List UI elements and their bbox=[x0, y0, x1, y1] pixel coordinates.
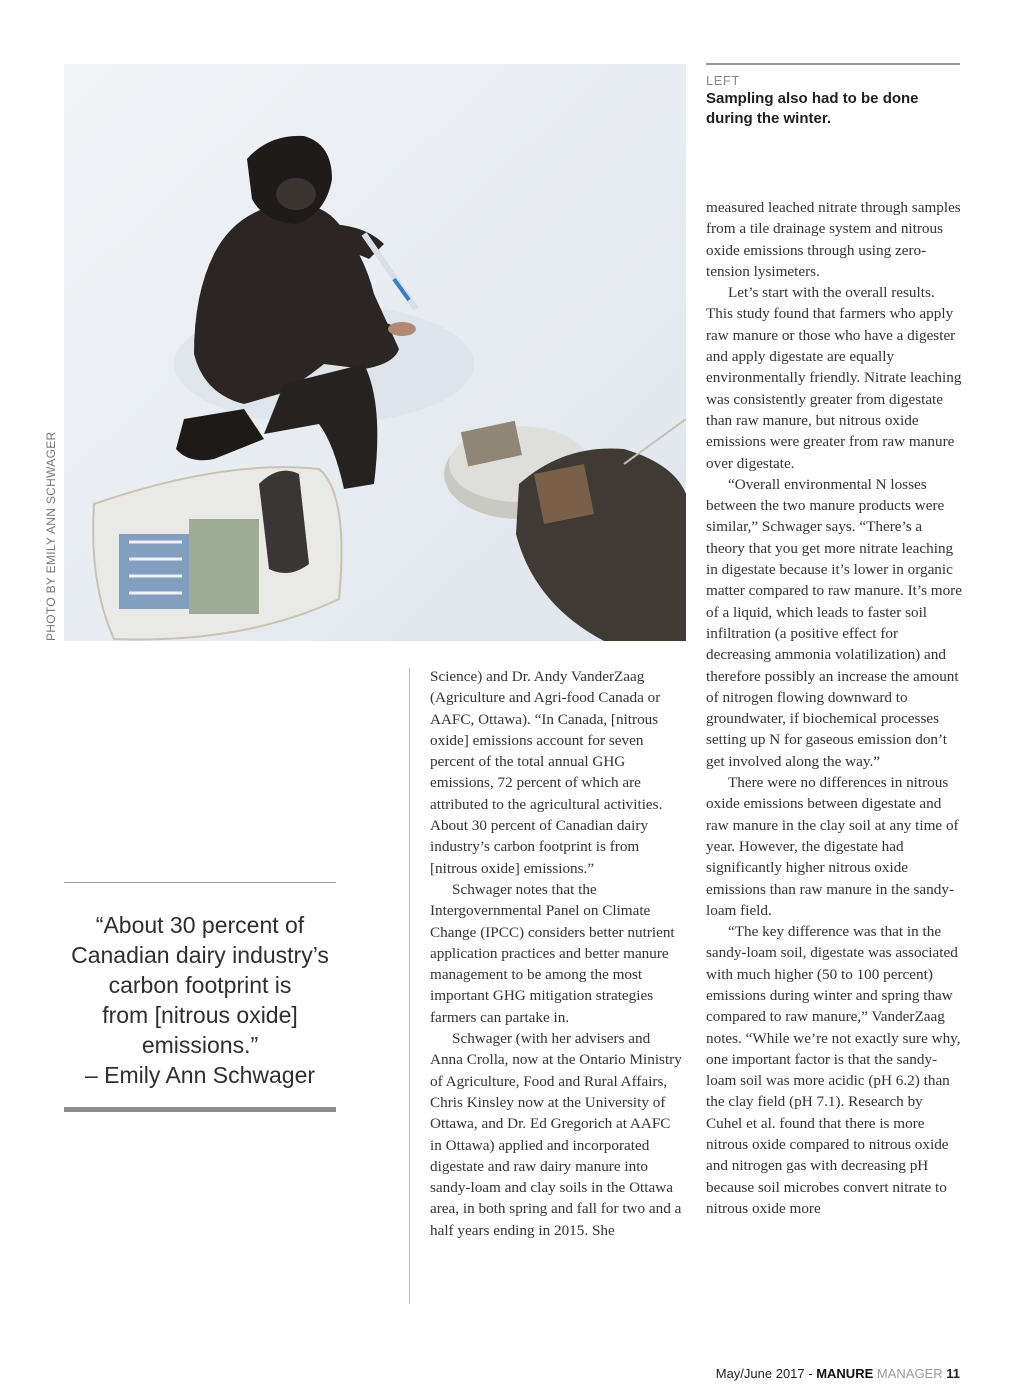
article-paragraph: Schwager (with her advisers and Anna Crolla, now at the Ontario Ministry of Agriculture, Food and Rural Affairs, Chris Kinsley now at the University of Ottawa, and Dr. Ed Gregorich at AAFC in Ottawa) applied and incorporated digestate and raw dairy manure into sandy-loam and clay soils in the Ottawa area, in both spring and fall for two and a half years ending in 2015. She bbox=[430, 1030, 682, 1239]
article-paragraph: Let’s start with the overall results. This study found that farmers who apply raw manure or those who have a digester and apply digestate are equally environmentally friendly. Nitrate leaching was consistently greater from digestate than raw manure, but nitrous oxide emissions were greater from raw manure over digestate. bbox=[706, 284, 962, 472]
article-paragraph: “The key difference was that in the sandy-loam soil, digestate was associated with much higher (50 to 100 percent) emissions during winter and spring thaw compared to raw manure,” VanderZaag notes. “While we’re not exactly sure why, one important factor is that the sandy-loam soil was more acidic (pH 6.2) than the clay field (pH 7.1). Research by Cuhel et al. found that there is more nitrous oxide compared to nitrous oxide and nitrogen gas with decreasing pH because soil microbes convert nitrate to nitrous oxide more bbox=[706, 923, 961, 1217]
winter-sampling-photo bbox=[64, 64, 686, 641]
article-paragraph: measured leached nitrate through samples from a tile drainage system and nitrous oxide emissions through using zero-tension lysimeters. bbox=[706, 199, 961, 280]
page-footer bbox=[716, 1366, 960, 1381]
article-column-right bbox=[706, 197, 962, 1219]
article-paragraph: Science) and Dr. Andy VanderZaag (Agriculture and Agri-food Canada or AAFC, Ottawa). “In Canada, [nitrous oxide] emissions account for seven percent of the total annual GHG emissions, 72 percent of which are attributed to the agricultural activities. About 30 percent of Canadian dairy industry’s carbon footprint is from [nitrous oxide] emissions.” bbox=[430, 668, 663, 877]
column-divider bbox=[409, 668, 410, 1304]
pull-quote-bottom-rule bbox=[64, 1107, 336, 1112]
pull-quote-line: from [nitrous oxide] bbox=[102, 1002, 298, 1028]
article-column-middle bbox=[430, 666, 686, 1241]
pull-quote-line: carbon footprint is bbox=[108, 972, 292, 998]
pull-quote-top-rule bbox=[64, 882, 336, 883]
pull-quote-line: Canadian dairy industry’s bbox=[71, 942, 329, 968]
footer-brand-light: MANAGER bbox=[876, 1366, 943, 1381]
pull-quote-line: “About 30 percent of bbox=[95, 912, 305, 938]
article-paragraph: There were no differences in nitrous oxide emissions between digestate and raw manure in the clay soil at any time of year. However, the digestate had significantly higher nitrous oxide emissions than raw manure in the sandy-loam field. bbox=[706, 774, 959, 919]
article-paragraph: Schwager notes that the Intergovernmental Panel on Climate Change (IPCC) considers better nutrient application practices and better manure management to be among the most important GHG mitigation strategies farmers can partake in. bbox=[430, 880, 675, 1026]
footer-brand-bold: MANURE bbox=[816, 1366, 874, 1381]
article-paragraph: “Overall environmental N losses between the two manure products were similar,” Schwager says. “There’s a theory that you get more nitrate leaching in digestate because it’s lower in organic matter compared to raw manure. It’s more of a liquid, which leads to faster soil infiltration (a positive effect for decreasing ammonia volatilization) and therefore possibly an increase the amount of nitrogen flowing downward to groundwater, if biochemical processes setting up N for gaseous emission don’t get involved along the way.” bbox=[706, 475, 962, 770]
pull-quote-attribution: – Emily Ann Schwager bbox=[84, 1062, 316, 1088]
caption-text: Sampling also had to be done during the winter. bbox=[706, 90, 919, 127]
page-number: 11 bbox=[946, 1366, 960, 1381]
footer-issue: May/June 2017 - bbox=[715, 1366, 817, 1381]
photo-credit: PHOTO BY EMILY ANN SCHWAGER bbox=[44, 431, 58, 641]
pull-quote-line: emissions.” bbox=[141, 1032, 259, 1058]
caption-kicker: LEFT bbox=[706, 73, 740, 88]
photo-caption bbox=[706, 63, 960, 129]
pull-quote bbox=[58, 910, 342, 1090]
